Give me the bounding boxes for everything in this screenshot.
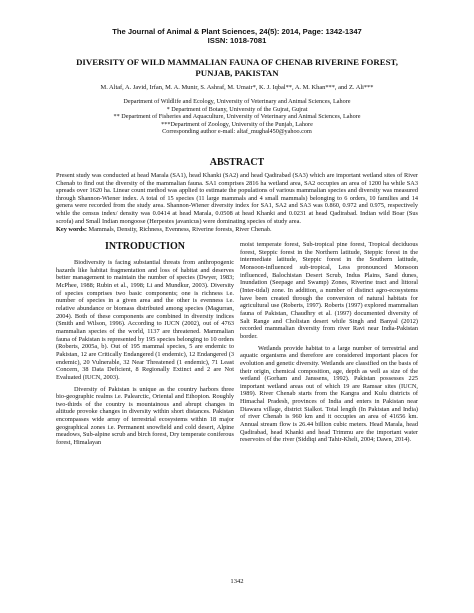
- keywords-text: Mammals, Density, Richness, Evenness, Riverine forests, River Chenab.: [86, 226, 272, 233]
- body-paragraph: moist temperate forest, Sub-tropical pine forest, Tropical deciduous forest, Steppic forest in the Northern latitude, Steppic forest in the intermediate latitude, Steppic forest in the Southern latitude, Monsoon-influenced sub-tropical, Less pronounced Monsoon influenced, Balochistan Desert Scrub, Indus Plains, Sand dunes, Inundation (Seepage and Swamp) Zones, Riverine tract and littoral (Inter-tidal) zone. In addition, a number of distinct agro-ecosystems have been created through the conversion of natural habitats for agricultural use (Roberts, 1997). Roberts (1997) explored mammalian fauna of Pakistan, Chaudhry et al. (1997) documented diversity of Salt Range and Cholistan desert while Singh and Banyal (2012) recorded mammalian diversity from river Ravi near India-Pakistan border.: [240, 241, 418, 340]
- introduction-heading: INTRODUCTION: [104, 241, 185, 252]
- affiliation-2: * Department of Botany, University of the Gujrat, Gujrat: [166, 105, 308, 113]
- journal-header: [0, 27, 474, 45]
- body-paragraph: Wetlands provide habitat to a large number of terrestrial and aquatic organisms and therefore are considered important places for evolution and genetic diversity. Wetlands are classified on the basis of their origin, chemical composition, age, depth as well as size of the wetland (Gorham and Janssens, 1992). Pakistan possesses 225 important wetland areas out of which 19 are Ramsar sites (IUCN, 1989). River Chenab starts from the Kangra and Kulu districts of Himachal Pradesh, provinces of India and enters in Pakistan near Diawara village, district Sialkot. Total length (In Pakistan and India) of river Chenab is 960 km and it occupies an area of 41656 km. Annual stream flow is 26.44 billion cubic meters. Head Marala, head Qadirabad, head Khanki and head Trimmu are the important water reservoirs of the river (Siddiqi and Tahir-Kheli, 2004; Dawn, 2014).: [240, 344, 418, 444]
- abstract-heading: ABSTRACT: [209, 157, 265, 168]
- affiliation-3: ** Department of Fisheries and Aquaculture, University of Veterinary and Animal Sciences, Lahore: [113, 113, 361, 121]
- body-paragraph: Diversity of Pakistan is unique as the country harbors three bio-geographic realms i.e. Palearctic, Oriental and Ethopion. Roughly two-thirds of the country is mountainous and abrupt changes in altitude provoke changes in diversity within short distances. Pakistan encompasses wide array of terrestrial ecosystems within 18 major geographical zones i.e. Permanent snowfield and cold desert, Alpine meadows, Sub-alpine scrub and birch forest, Dry temperate coniferous forest, Himalayan: [56, 385, 235, 447]
- journal-citation: The Journal of Animal & Plant Sciences, 24(5): 2014, Page: 1342-1347: [112, 27, 362, 36]
- left-column: [56, 241, 234, 451]
- keywords-label: Key words:: [56, 226, 87, 233]
- right-column: [240, 241, 418, 448]
- abstract-text: Present study was conducted at head Marala (SA1), head Khanki (SA2) and head Qadirabad (SA3) which are important wetland sites of River Chenab to find out the diversity of the mammalian fauna. SA1 comprises 2816 ha wetland area, SA2 occupies an area of 1200 ha while SA3 spreads over 1620 ha. Linear count method was applied to estimate the populations of various mammalian species and diversity was measured through Shannon-Wiener index. A total of 15 species (11 large mammals and 4 small mammals) belonging to 6 orders, 10 families and 14 genera were recorded from the study area. Shannon-Wiener diversity index for SA1, SA2 and SA3 was 0.860, 0.972 and 0.975, respectively while the census index/ density was 0.0414 at head Marala, 0.0508 at head Khanki and 0.0231 at head Qadirabad. Indian wild Boar (Sus scrofa) and Small Indian mongoose (Herpestes javanicus) were dominating species of study area.: [56, 172, 418, 225]
- page-number: 1342: [230, 578, 244, 585]
- paper-title: [60, 57, 414, 79]
- paper-title-line-2: PUNJAB, PAKISTAN: [195, 68, 279, 78]
- affiliations: [20, 98, 454, 136]
- paper-title-line-1: DIVERSITY OF WILD MAMMALIAN FAUNA OF CHENAB RIVERINE FOREST,: [76, 57, 398, 67]
- journal-issn: ISSN: 1018-7081: [207, 36, 267, 45]
- affiliation-4: ***Department of Zoology, University of the Punjab, Lahore: [161, 120, 313, 128]
- affiliation-1: Department of Wildlife and Ecology, University of Veterinary and Animal Sciences, Lahore: [123, 98, 351, 105]
- body-paragraph: Biodiversity is facing substantial threats from anthropogenic hazards like habitat fragmentation and loss of habitat and deserves better management to maintain the number of species (Dwyer, 1983; McPhee, 1988; Rubin et al., 1998; Li and Mundkur, 2003). Diversity of species comprises two basic components; one is richness i.e. number of species in a given area and the other is evenness i.e. relative abundance or biomass distributed among species (Magurran, 2004). Both of these components are combined in diversity indices (Smith and Wilson, 1996). According to IUCN (2002), out of 4763 mammalian species of the world, 1137 are threatened. Mammalian fauna of Pakistan is represented by 195 species belonging to 10 orders (Roberts, 2005a, b). Out of 195 mammal species, 5 are endemic to Pakistan, 12 are Critically Endangered (1 endemic), 12 Endangered (3 endemic), 20 Vulnerable, 32 Near Threatened (1 endemic), 71 Least Concern, 38 Data Deficient, 8 Regionally Extinct and 2 are Not Evaluated (IUCN, 2003).: [56, 259, 234, 381]
- keywords: [56, 226, 418, 234]
- corresponding-author: Corresponding author e-mail: altaf_mughal450@yahoo.com: [162, 128, 312, 136]
- author-list: M. Altaf, A. Javid, Irfan, M. A. Munir, S. Ashraf, M. Umair*, K. J. Iqbal**, A. M. Khan***, and Z. Ali***: [100, 84, 374, 91]
